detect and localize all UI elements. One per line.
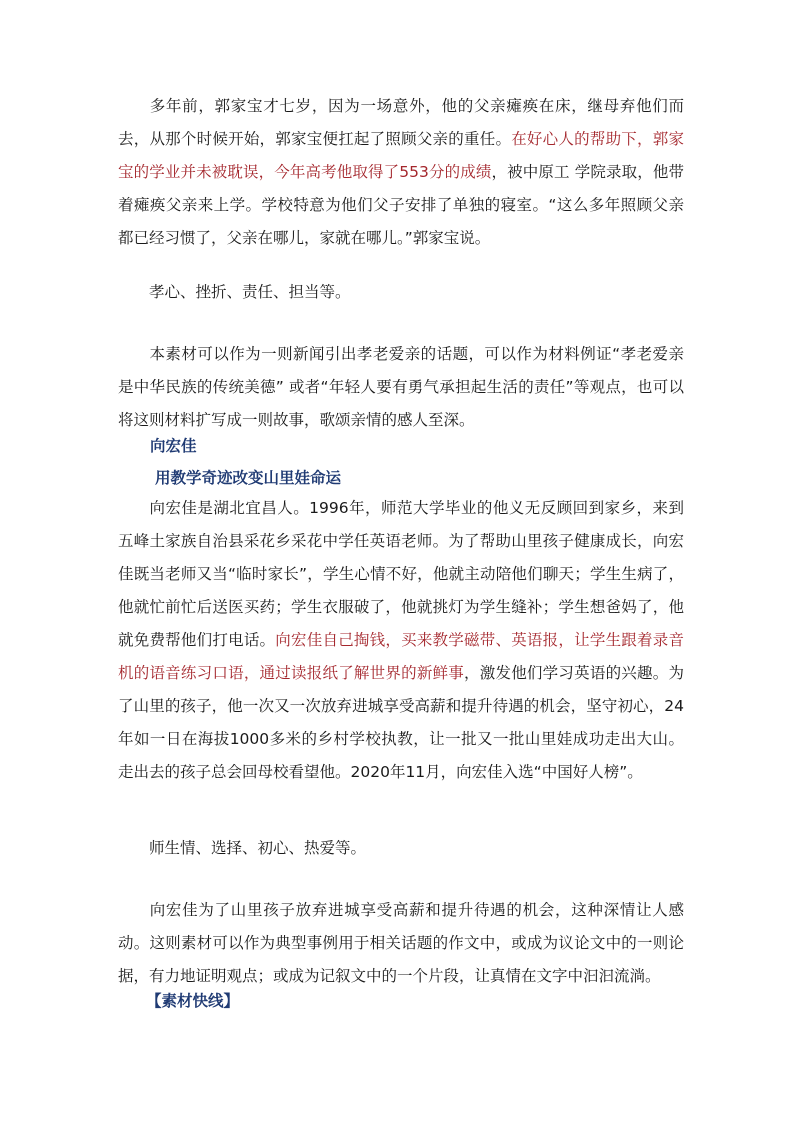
paragraph-xiang-hongjia-story — [118, 492, 684, 789]
section-tag: 【素材快线】 — [146, 992, 240, 1010]
paragraph-themes-1 — [118, 276, 684, 309]
highlighted-text: 向宏佳自己掏钱，买来教学磁带、英语报，让学生跟着录音机的语音练习口语，通过读报纸了解世界的新鲜事 — [118, 631, 684, 682]
usage-text: 本素材可以作为一则新闻引出孝老爱亲的话题，可以作为材料例证“孝老爱亲是中华民族的传统美德” 或者“年轻人要有勇气承担起生活的责任”等观点，也可以将这则材料扩写成一则故事，歌颂亲情的感人至深。 — [118, 345, 684, 429]
section-heading-subtitle: 用教学奇迹改变山里娃命运 — [155, 469, 342, 487]
paragraph-guo-jiabao-story — [118, 90, 684, 255]
paragraph-usage-1 — [118, 338, 684, 437]
highlighted-text: 在好心人的帮助下，郭家宝的学业并未被耽误，今年高考他取得了553分的成绩 — [118, 130, 684, 181]
story-text: ，激发他们学习英语的兴趣。为了山里的孩子，他一次又一次放弃进城享受高薪和提升待遇的机会，坚守初心，24年如一日在海拔1000多米的乡村学校执教，让一批又一批山里娃成功走出大山。走出去的孩子总会回母校看望他。2020年11月，向宏佳入选“中国好人榜”。 — [118, 664, 684, 781]
themes-text: 孝心、挫折、责任、担当等。 — [149, 283, 351, 301]
paragraph-usage-2 — [118, 894, 684, 993]
story-text: 向宏佳是湖北宜昌人。1996年，师范大学毕业的他义无反顾回到家乡，来到五峰土家族自治县采花乡采花中学任英语老师。为了帮助山里孩子健康成长，向宏佳既当老师又当“临时家长”，学生心情不好，他就主动陪他们聊天；学生生病了，他就忙前忙后送医买药；学生衣服破了，他就挑灯为学生缝补；学生想爸妈了，他就免费帮他们打电话。 — [118, 499, 684, 649]
usage-text: 向宏佳为了山里孩子放弃进城享受高薪和提升待遇的机会，这种深情让人感动。这则素材可以作为典型事例用于相关话题的作文中，或成为议论文中的一则论据，有力地证明观点；或成为记叙文中的一个片段，让真情在文字中汩汩流淌。 — [118, 901, 684, 985]
paragraph-themes-2 — [118, 832, 684, 865]
section-heading-name: 向宏佳 — [150, 437, 197, 455]
story-text: ，被中原工 学院录取，他带着瘫痪父亲来上学。学校特意为他们父子安排了单独的寝室。“这么多年照顾父亲都已经习惯了，父亲在哪儿，家就在哪儿。”郭家宝说。 — [118, 163, 684, 247]
themes-text: 师生情、选择、初心、热爱等。 — [149, 839, 367, 857]
story-text: 多年前，郭家宝才七岁，因为一场意外，他的父亲瘫痪在床，继母弃他们而去，从那个时候开始，郭家宝便扛起了照顾父亲的重任。 — [118, 97, 684, 148]
